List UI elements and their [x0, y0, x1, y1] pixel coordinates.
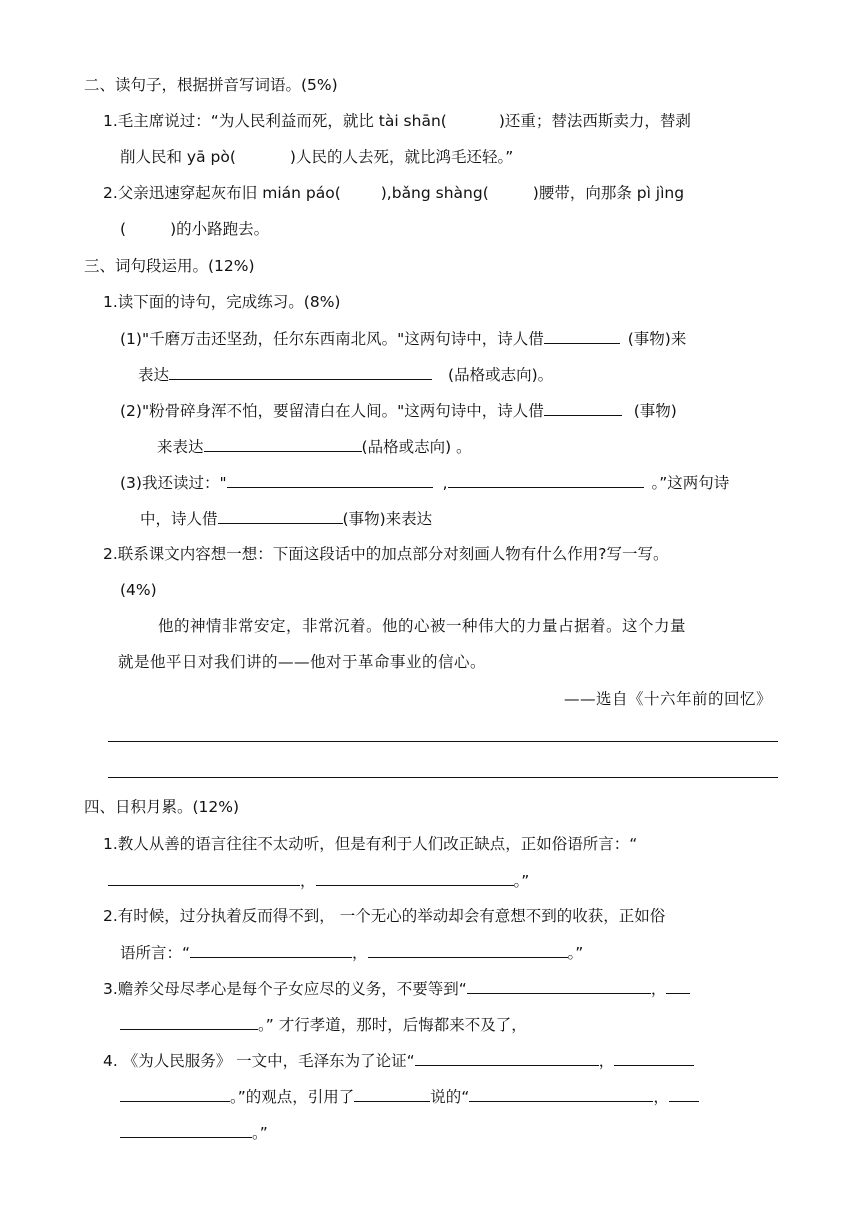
- s4-q4-blank-1a[interactable]: [415, 1049, 599, 1066]
- s4-q1-text-c: 。”: [513, 872, 530, 890]
- s2-q1-text-c: 削人民和 yā pò(: [120, 148, 236, 166]
- s4-q4-text-e: ，: [653, 1088, 669, 1106]
- s4-question-2-line-2: [120, 941, 583, 964]
- s3-p2-text-b: (事物): [633, 402, 677, 420]
- s2-q1-text-d: )人民的人去死，就比鸿毛还轻。”: [289, 148, 514, 166]
- s4-q1-blank-1[interactable]: [108, 869, 300, 886]
- s2-question-1-line-2: [120, 146, 513, 168]
- s4-q4-blank-2a[interactable]: [614, 1049, 694, 1066]
- s3-p3-text-d: 中，诗人借: [140, 510, 218, 528]
- s2-q1-text-b: )还重；替法西斯卖力，替剥: [498, 112, 691, 130]
- s3-p1-blank-thing[interactable]: [544, 327, 620, 344]
- s2-q2-text-c: )腰带，向那条 pì jìng: [532, 184, 685, 202]
- s4-question-4-line-3: [120, 1121, 268, 1144]
- s3-passage-line-2: 就是他平日对我们讲的——他对于革命事业的信心。: [118, 653, 487, 671]
- s2-q1-text-a: 1.毛主席说过：“为人民利益而死，就比 tài shān(: [103, 112, 447, 130]
- s4-q4-text-f: 。”: [252, 1124, 268, 1142]
- s3-part-3-line-2: [140, 507, 432, 530]
- s3-question-1: 1.读下面的诗句，完成练习。(8%): [103, 293, 341, 311]
- s3-p2-text-a: (2)"粉骨碎身浑不怕，要留清白在人间。"这两句诗中，诗人借: [120, 402, 544, 420]
- s3-p3-text-b: ,: [442, 474, 448, 492]
- s3-part-3-line-1: [120, 471, 729, 494]
- s3-p3-blank-poem-line-2[interactable]: [448, 471, 644, 488]
- s4-q4-text-a: 4. 《为人民服务》 一文中，毛泽东为了论证“: [103, 1052, 415, 1070]
- s3-part-1-line-1: [120, 327, 686, 350]
- s4-question-2-line-1: 2.有时候，过分执着反而得不到， 一个无心的举动却会有意想不到的收获，正如俗: [103, 907, 666, 925]
- s3-part-1-line-2: [138, 363, 553, 386]
- s4-q2-text-c: ，: [352, 944, 368, 962]
- s2-q2-text-d: (: [120, 220, 127, 238]
- s3-answer-line-2[interactable]: [108, 777, 778, 778]
- s3-p3-text-e: (事物)来表达: [342, 510, 433, 528]
- s4-q4-text-d: 说的“: [430, 1088, 470, 1106]
- s3-part-2-line-1: [120, 399, 677, 422]
- s4-q3-blank-2a[interactable]: [666, 977, 690, 994]
- s3-p3-text-c: 。”这两句诗: [651, 474, 730, 492]
- s3-p3-blank-poem-line-1[interactable]: [227, 471, 433, 488]
- s3-passage-source: ——选自《十六年前的回忆》: [563, 690, 772, 708]
- s4-question-3-line-1: [103, 977, 690, 1000]
- s3-p3-blank-thing[interactable]: [218, 507, 343, 524]
- s2-question-2-line-2: [120, 218, 269, 240]
- s4-question-1-line-1: 1.教人从善的语言往往不太动听，但是有利于人们改正缺点，正如俗语所言：“: [103, 835, 638, 853]
- s2-q2-text-b: ),bǎng shàng(: [380, 184, 489, 202]
- s3-p1-text-b: (事物)来: [627, 330, 687, 348]
- s4-question-1-line-2: [108, 869, 529, 892]
- s4-q4-text-b: ，: [598, 1052, 615, 1070]
- s3-p3-text-a: (3)我还读过：": [120, 474, 227, 492]
- s3-question-2-line-2: (4%): [120, 581, 157, 599]
- s4-q2-text-b: 语所言：“: [120, 944, 191, 962]
- s4-q4-text-c: 。”的观点，引用了: [230, 1088, 355, 1106]
- s3-passage-line-1: 他的神情非常安定，非常沉着。他的心被一种伟大的力量占据着。这个力量: [158, 617, 687, 635]
- s4-question-3-line-2: [120, 1013, 527, 1036]
- s3-p1-text-a: (1)"千磨万击还坚劲，任尔东西南北风。"这两句诗中，诗人借: [120, 330, 544, 348]
- s4-q2-text-d: 。”: [567, 944, 584, 962]
- s4-q2-blank-1[interactable]: [190, 941, 352, 958]
- s4-q1-blank-2[interactable]: [316, 869, 514, 886]
- s4-q3-blank-2b[interactable]: [120, 1013, 258, 1030]
- s3-answer-line-1[interactable]: [108, 741, 778, 742]
- s2-q2-text-a: 2.父亲迅速穿起灰布旧 mián páo(: [103, 184, 341, 202]
- s4-question-4-line-1: [103, 1049, 694, 1072]
- s4-question-4-line-2: [120, 1085, 699, 1108]
- s4-q3-text-c: 。” 才行孝道，那时，后悔都来不及了，: [258, 1016, 527, 1034]
- section-2-heading: 二、读句子，根据拼音写词语。(5%): [84, 76, 338, 94]
- s4-q4-blank-3a[interactable]: [469, 1085, 653, 1102]
- s4-q4-blank-4b[interactable]: [120, 1121, 252, 1138]
- s4-q4-blank-2b[interactable]: [120, 1085, 230, 1102]
- section-3-heading: 三、词句段运用。(12%): [84, 257, 255, 275]
- section-4-heading: 四、日积月累。(12%): [84, 798, 240, 816]
- s3-p2-blank-quality[interactable]: [204, 435, 362, 452]
- s4-q3-text-b: ，: [650, 980, 667, 998]
- s3-p1-blank-quality[interactable]: [169, 363, 432, 380]
- s4-q4-blank-person[interactable]: [354, 1085, 430, 1102]
- s2-question-2-line-1: [103, 182, 684, 204]
- s3-p2-text-d: (品格或志向) 。: [361, 438, 472, 456]
- s4-q2-blank-2[interactable]: [368, 941, 568, 958]
- s4-q3-text-a: 3.赡养父母尽孝心是每个子女应尽的义务，不要等到“: [103, 980, 467, 998]
- s3-p1-text-d: (品格或志向)。: [448, 366, 554, 384]
- s4-q1-text-b: ，: [300, 872, 316, 890]
- s2-question-1-line-1: [103, 110, 691, 132]
- s3-part-2-line-2: [157, 435, 472, 458]
- s3-p2-text-c: 来表达: [157, 438, 204, 456]
- s4-q3-blank-1a[interactable]: [467, 977, 651, 994]
- s3-question-2-line-1: 2.联系课文内容想一想：下面这段话中的加点部分对刻画人物有什么作用?写一写。: [103, 545, 669, 563]
- s3-p1-text-c: 表达: [138, 366, 170, 384]
- s2-q2-text-e: )的小路跑去。: [170, 220, 270, 238]
- s4-q4-blank-4a[interactable]: [669, 1085, 699, 1102]
- s3-p2-blank-thing[interactable]: [544, 399, 622, 416]
